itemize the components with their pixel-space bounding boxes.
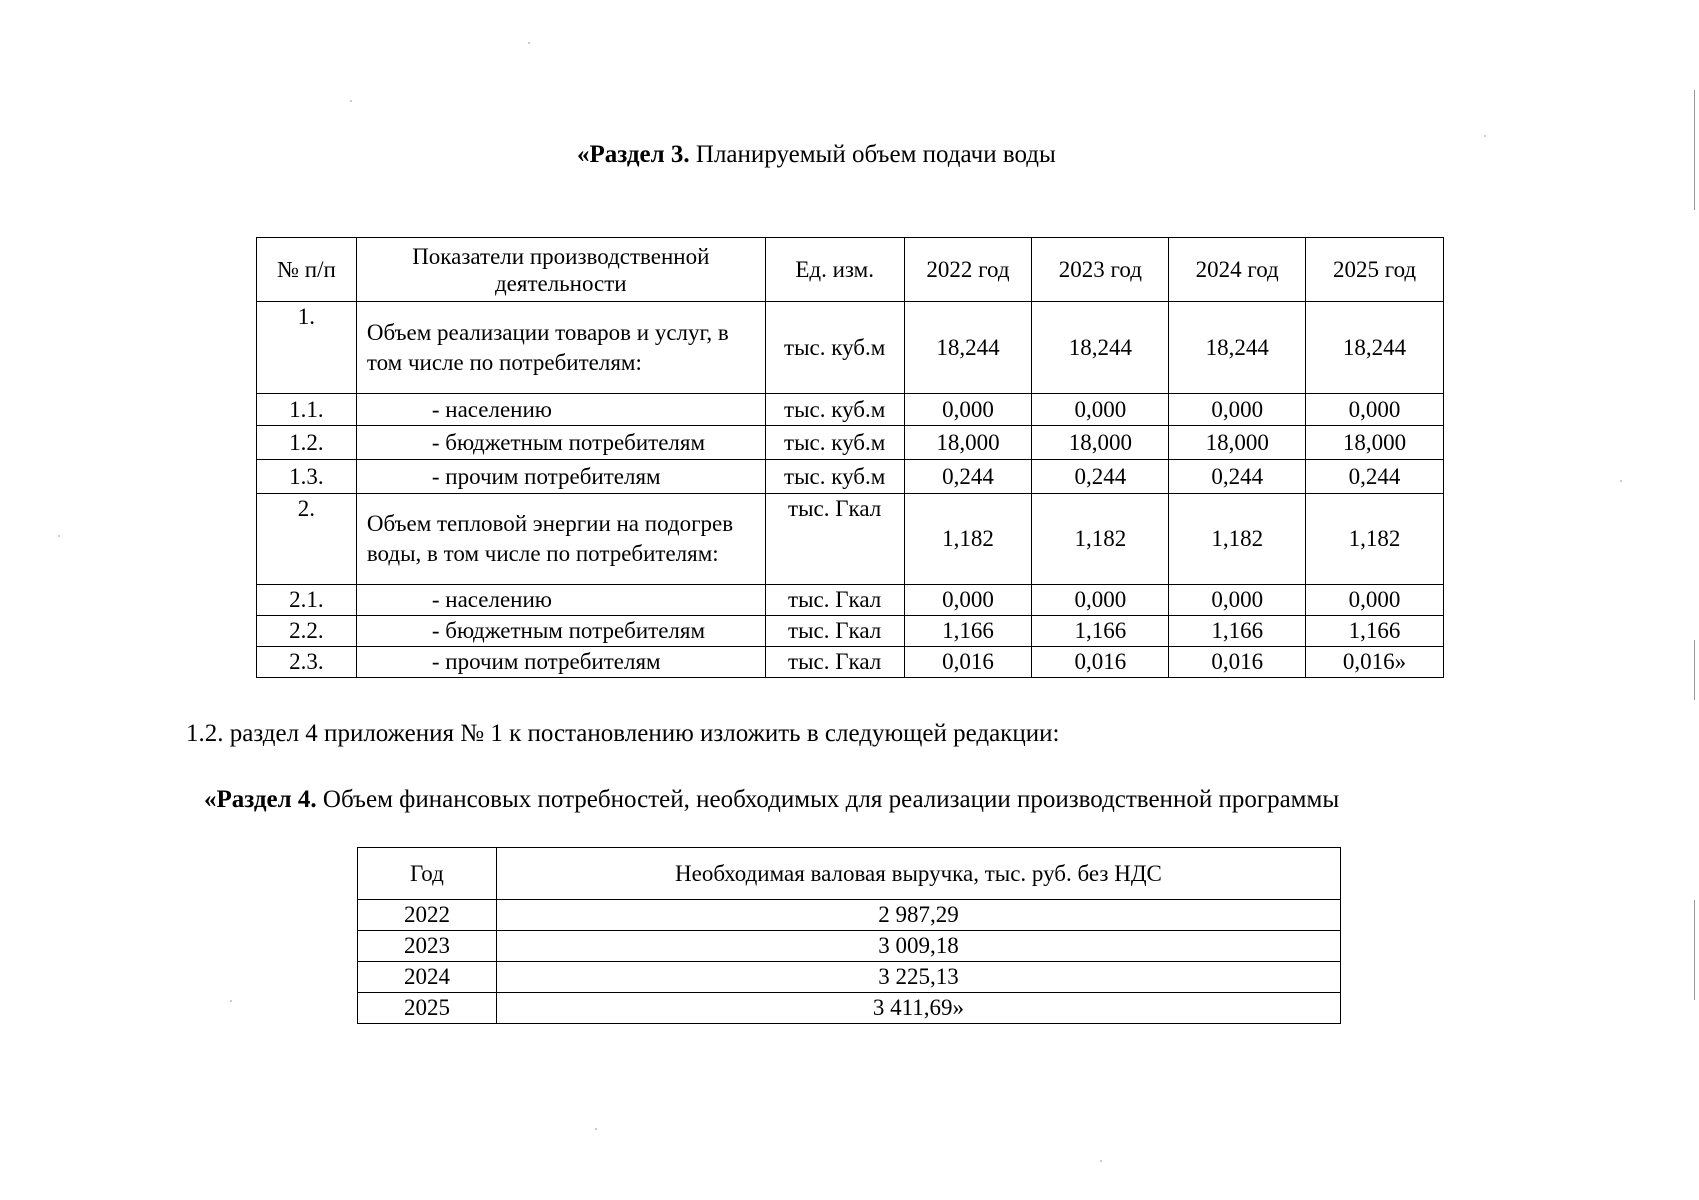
header-2022: 2022 год bbox=[904, 238, 1032, 302]
scan-speck bbox=[595, 1128, 597, 1130]
row-number: 1. bbox=[257, 302, 357, 394]
row-name: Объем реализации товаров и услуг, в том числе по потребителям: bbox=[356, 302, 765, 394]
row-number: 1.3. bbox=[257, 460, 357, 494]
row-unit: тыс. Гкал bbox=[765, 616, 904, 647]
row-number: 1.1. bbox=[257, 394, 357, 426]
scan-edge-mark bbox=[1694, 900, 1695, 1000]
row-value-2022: 0,000 bbox=[904, 585, 1032, 616]
revenue-table bbox=[357, 847, 1341, 1024]
section4-title bbox=[204, 786, 1339, 814]
row-value-2023: 1,166 bbox=[1032, 616, 1169, 647]
row-revenue: 3 009,18 bbox=[496, 931, 1340, 962]
scan-speck bbox=[1620, 480, 1622, 482]
amendment-paragraph: 1.2. раздел 4 приложения № 1 к постановлению изложить в следующей редакции: bbox=[186, 720, 1060, 747]
header-revenue: Необходимая валовая выручка, тыс. руб. без НДС bbox=[496, 848, 1340, 900]
section3-title bbox=[577, 141, 1056, 169]
header-2025: 2025 год bbox=[1306, 238, 1444, 302]
table-header-row bbox=[257, 238, 1444, 302]
scan-speck bbox=[350, 100, 352, 102]
row-number: 2.2. bbox=[257, 616, 357, 647]
header-2023: 2023 год bbox=[1032, 238, 1169, 302]
row-value-2023: 0,244 bbox=[1032, 460, 1169, 494]
row-number: 2.3. bbox=[257, 647, 357, 678]
row-year: 2022 bbox=[358, 900, 497, 931]
water-supply-table bbox=[256, 237, 1444, 678]
row-value-2025: 0,016» bbox=[1306, 647, 1444, 678]
row-revenue: 3 225,13 bbox=[496, 962, 1340, 993]
row-value-2024: 0,244 bbox=[1169, 460, 1306, 494]
row-value-2022: 18,000 bbox=[904, 426, 1032, 460]
row-value-2024: 18,244 bbox=[1169, 302, 1306, 394]
row-value-2025: 0,244 bbox=[1306, 460, 1444, 494]
table-row bbox=[257, 585, 1444, 616]
row-value-2023: 18,000 bbox=[1032, 426, 1169, 460]
table-row bbox=[257, 394, 1444, 426]
row-number: 2.1. bbox=[257, 585, 357, 616]
row-unit: тыс. куб.м bbox=[765, 302, 904, 394]
scan-speck bbox=[1100, 1160, 1102, 1162]
row-value-2022: 1,182 bbox=[904, 494, 1032, 585]
row-year: 2023 bbox=[358, 931, 497, 962]
row-value-2025: 18,000 bbox=[1306, 426, 1444, 460]
row-value-2024: 0,000 bbox=[1169, 585, 1306, 616]
table-row bbox=[257, 426, 1444, 460]
row-number: 1.2. bbox=[257, 426, 357, 460]
row-unit: тыс. куб.м bbox=[765, 394, 904, 426]
section3-title-text: Планируемый объем подачи воды bbox=[689, 141, 1056, 168]
row-value-2025: 0,000 bbox=[1306, 585, 1444, 616]
row-unit: тыс. куб.м bbox=[765, 460, 904, 494]
row-value-2023: 0,000 bbox=[1032, 394, 1169, 426]
row-revenue: 3 411,69» bbox=[496, 993, 1340, 1024]
row-year: 2025 bbox=[358, 993, 497, 1024]
row-value-2024: 1,166 bbox=[1169, 616, 1306, 647]
row-value-2025: 1,182 bbox=[1306, 494, 1444, 585]
section4-title-bold: «Раздел 4. bbox=[204, 786, 317, 813]
row-value-2025: 18,244 bbox=[1306, 302, 1444, 394]
row-unit: тыс. Гкал bbox=[765, 494, 904, 585]
row-value-2022: 1,166 bbox=[904, 616, 1032, 647]
table-row bbox=[257, 460, 1444, 494]
row-name: - прочим потребителям bbox=[356, 460, 765, 494]
row-name: - бюджетным потребителям bbox=[356, 426, 765, 460]
table-row bbox=[358, 962, 1341, 993]
row-value-2024: 0,000 bbox=[1169, 394, 1306, 426]
row-name: - бюджетным потребителям bbox=[356, 616, 765, 647]
row-value-2023: 0,000 bbox=[1032, 585, 1169, 616]
table-row bbox=[358, 993, 1341, 1024]
section3-title-bold: «Раздел 3. bbox=[577, 141, 690, 168]
scan-speck bbox=[1484, 135, 1486, 137]
row-value-2025: 0,000 bbox=[1306, 394, 1444, 426]
row-unit: тыс. куб.м bbox=[765, 426, 904, 460]
row-unit: тыс. Гкал bbox=[765, 585, 904, 616]
row-unit: тыс. Гкал bbox=[765, 647, 904, 678]
header-indicator: Показатели производственной деятельности bbox=[356, 238, 765, 302]
header-number: № п/п bbox=[257, 238, 357, 302]
scan-edge-mark bbox=[1694, 90, 1695, 210]
header-unit: Ед. изм. bbox=[765, 238, 904, 302]
table-header-row bbox=[358, 848, 1341, 900]
row-value-2023: 1,182 bbox=[1032, 494, 1169, 585]
row-value-2024: 18,000 bbox=[1169, 426, 1306, 460]
scan-speck bbox=[58, 535, 60, 537]
header-2024: 2024 год bbox=[1169, 238, 1306, 302]
row-value-2022: 0,016 bbox=[904, 647, 1032, 678]
row-name: - прочим потребителям bbox=[356, 647, 765, 678]
row-value-2025: 1,166 bbox=[1306, 616, 1444, 647]
table-row bbox=[358, 900, 1341, 931]
table-row bbox=[257, 302, 1444, 394]
row-name: - населению bbox=[356, 585, 765, 616]
row-value-2023: 0,016 bbox=[1032, 647, 1169, 678]
table-row bbox=[257, 616, 1444, 647]
row-value-2022: 18,244 bbox=[904, 302, 1032, 394]
row-value-2023: 18,244 bbox=[1032, 302, 1169, 394]
row-name: Объем тепловой энергии на подогрев воды, в том числе по потребителям: bbox=[356, 494, 765, 585]
row-revenue: 2 987,29 bbox=[496, 900, 1340, 931]
scan-edge-mark bbox=[1694, 640, 1695, 700]
section4-title-text: Объем финансовых потребностей, необходимых для реализации производственной программы bbox=[316, 786, 1340, 813]
table-row bbox=[257, 494, 1444, 585]
header-year: Год bbox=[358, 848, 497, 900]
row-value-2024: 0,016 bbox=[1169, 647, 1306, 678]
row-value-2022: 0,000 bbox=[904, 394, 1032, 426]
row-value-2024: 1,182 bbox=[1169, 494, 1306, 585]
scan-speck bbox=[230, 1000, 232, 1002]
row-name: - населению bbox=[356, 394, 765, 426]
row-year: 2024 bbox=[358, 962, 497, 993]
row-number: 2. bbox=[257, 494, 357, 585]
row-value-2022: 0,244 bbox=[904, 460, 1032, 494]
scan-speck bbox=[528, 42, 530, 44]
table-row bbox=[257, 647, 1444, 678]
table-row bbox=[358, 931, 1341, 962]
